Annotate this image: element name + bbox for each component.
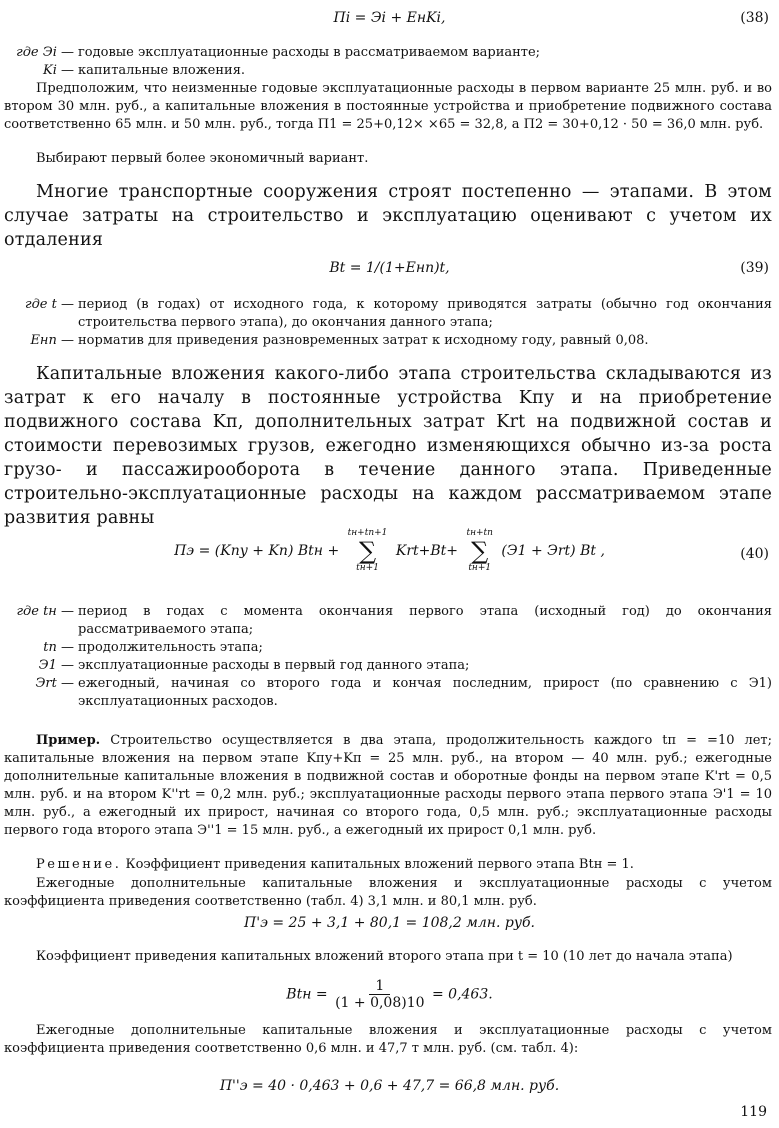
sum-2	[466, 528, 493, 574]
definition-text: норматив для приведения разновременных затрат к исходному году, равный 0,08.	[78, 333, 649, 348]
sigma-2-icon: ∑	[471, 537, 489, 565]
sum-1-lower: tн+1	[356, 563, 379, 573]
sum-2-upper: tн+tп	[466, 528, 493, 538]
sum-2-lower: tн+1	[468, 563, 492, 573]
equation-39-formula: Bt = 1/(1+Eнп)t,	[329, 260, 450, 276]
definition-item	[4, 603, 772, 639]
definitions-39	[4, 296, 772, 350]
solution-paragraph	[4, 856, 772, 874]
equation-39	[0, 260, 779, 276]
solution-label: Решение.	[36, 857, 122, 872]
sum-1	[348, 528, 388, 574]
equation-b-coefficient	[0, 978, 779, 1011]
definition-text: продолжительность этапа;	[78, 640, 263, 655]
definition-text: годовые эксплуатационные расходы в рассматриваемом варианте;	[78, 45, 541, 60]
page-number: 119	[740, 1104, 767, 1120]
paragraph-capital-investments: Капитальные вложения какого-либо этапа строительства складываются из затрат к его началу в постоянные устройства Kпу и на приобретение подвижного состава Kп, дополнительных затрат Krt на подвижной состав и стоимости перевозимых грузов, ежегодно изменяющихся обычно из-за роста грузо- и пассажирооборота в течение данного этапа. Приведенные строительно-эксплуатационные расходы на каждом рассматриваемом этапе развития равны	[4, 364, 772, 528]
definition-symbol: где tн —	[16, 604, 74, 619]
definition-symbol: где t —	[25, 297, 74, 312]
definition-item	[4, 332, 772, 350]
equation-40	[0, 528, 779, 574]
equation-p-second: П''э = 40 · 0,463 + 0,6 + 47,7 = 66,8 млн. руб.	[219, 1078, 560, 1094]
definition-symbol: tп —	[43, 640, 74, 655]
definition-symbol: Eнп —	[30, 333, 74, 348]
definition-item	[4, 639, 772, 657]
sigma-1-icon: ∑	[358, 537, 377, 565]
paragraph-choose: Выбирают первый более экономичный вариант.	[36, 151, 369, 166]
solution-text: Коэффициент приведения капитальных вложений первого этапа Btн = 1.	[125, 857, 634, 872]
definition-symbol: Эrt —	[35, 676, 74, 691]
definition-symbol: где Эi —	[16, 45, 74, 60]
equation-40-number: (40)	[740, 546, 769, 562]
equation-39-number: (39)	[740, 260, 769, 276]
definitions-38	[4, 44, 772, 80]
equation-38-formula: Пi = Эi + EнKi,	[333, 10, 446, 26]
fraction-denominator: (1 + 0,08)10	[335, 995, 425, 1011]
fraction-numerator: 1	[369, 978, 390, 995]
paragraph-annual-1: Ежегодные дополнительные капитальные вложения и эксплуатационные расходы с учетом коэффициента приведения соответственно (табл. 4) 3,1 млн. и 80,1 млн. руб.	[4, 876, 772, 909]
paragraph-suppose: Предположим, что неизменные годовые эксплуатационные расходы в первом варианте 25 млн. руб. и во втором 30 млн. руб., а капитальные вложения в постоянные устройства и приобретение подвижного состава соответственно 65 млн. и 50 млн. руб., тогда П1 = 25+0,12× ×65 = 32,8, а П2 = 30+0,12 · 50 = 36,0 млн. руб.	[4, 81, 772, 132]
definition-symbol: Ki —	[42, 63, 74, 78]
definition-item	[4, 296, 772, 332]
fraction	[335, 978, 424, 1011]
definition-item	[4, 657, 772, 675]
equation-p-first: П'э = 25 + 3,1 + 80,1 = 108,2 млн. руб.	[244, 915, 535, 931]
equation-b-lhs: Btн =	[286, 986, 328, 1003]
paragraph-coefficient-2: Коэффициент приведения капитальных вложений второго этапа при t = 10 (10 лет до начала этапа)	[36, 949, 733, 964]
definition-text: период (в годах) от исходного года, к которому приводятся затраты (обычно год окончания строительства первого этапа), до окончания данного этапа;	[78, 297, 772, 330]
equation-40-rhs: (Э1 + Эrt) Bt ,	[501, 543, 605, 559]
equation-38	[0, 10, 779, 26]
definition-item	[4, 62, 772, 80]
example-paragraph	[4, 732, 772, 840]
equation-40-mid: Krt+Bt+	[395, 543, 459, 559]
definition-symbol: Э1 —	[38, 658, 74, 673]
paragraph-annual-2: Ежегодные дополнительные капитальные вложения и эксплуатационные расходы с учетом коэффициента приведения соответственно 0,6 млн. и 47,7 т млн. руб. (см. табл. 4):	[4, 1023, 772, 1056]
paragraph-many-structures: Многие транспортные сооружения строят постепенно — этапами. В этом случае затраты на строительство и эксплуатацию оценивают с учетом их отдаления	[4, 182, 772, 250]
example-text: Строительство осуществляется в два этапа, продолжительность каждого tп = =10 лет; капитальные вложения на первом этапе Kпу+Kп = 25 млн. руб., на втором — 40 млн. руб.; ежегодные дополнительные капитальные вложения в подвижной состав и оборотные фонды на первом этапе K'rt = 0,5 млн. руб. и на втором K''rt = 0,2 млн. руб.; эксплуатационные расходы первого этапа первого этапа Э'1 = 10 млн. руб., а ежегодный их прирост, начиная со второго года, 0,5 млн. руб.; эксплуатационные расходы первого года второго этапа Э''1 = 15 млн. руб., а ежегодный их прирост 0,1 млн. руб.	[4, 733, 773, 838]
example-label: Пример.	[36, 733, 101, 748]
definition-text: капитальные вложения.	[78, 63, 246, 78]
definition-text: эксплуатационные расходы в первый год данного этапа;	[78, 658, 470, 673]
definition-text: ежегодный, начиная со второго года и кончая последним, прирост (по сравнению с Э1) эксплуатационных расходов.	[78, 676, 772, 709]
definitions-40	[4, 603, 772, 711]
sum-1-upper: tн+tп+1	[347, 528, 388, 538]
equation-b-rhs: = 0,463.	[431, 986, 493, 1003]
definition-item	[4, 675, 772, 711]
equation-38-number: (38)	[740, 10, 769, 26]
definition-text: период в годах с момента окончания первого этапа (исходный год) до окончания рассматриваемого этапа;	[78, 604, 772, 637]
equation-40-lhs: Пэ = (Kпу + Kп) Btн +	[174, 543, 340, 559]
definition-item	[4, 44, 772, 62]
